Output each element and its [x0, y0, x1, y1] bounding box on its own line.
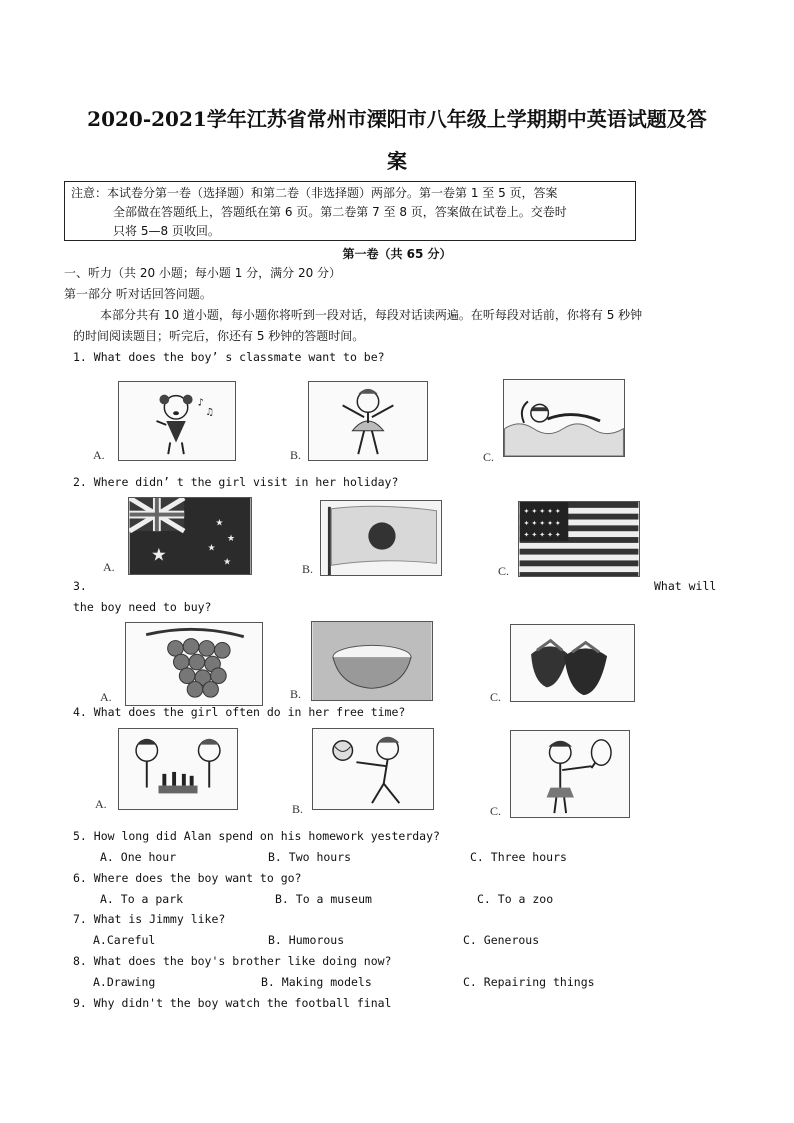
- option-c: C. Generous: [463, 933, 540, 947]
- question-6: 6. Where does the boy want to go?: [73, 871, 302, 885]
- option-letter: C.: [483, 450, 495, 464]
- option-b: B. To a museum: [275, 892, 372, 906]
- volume-title: 第一卷（共 65 分）: [342, 247, 452, 261]
- usa-flag-icon: [519, 502, 639, 576]
- option-letter: B.: [302, 562, 314, 576]
- chess-icon: [119, 729, 237, 809]
- option-a: A. To a park: [100, 892, 184, 906]
- bowl-icon: [312, 622, 432, 700]
- svg-text:♫: ♫: [205, 407, 215, 419]
- option-letter: C.: [498, 564, 510, 578]
- svg-text:♪: ♪: [197, 397, 204, 409]
- question-3-text: What will: [654, 579, 717, 593]
- volleyball-icon: [313, 729, 433, 809]
- swimmer-icon: [504, 380, 624, 456]
- picture-bowl: [311, 621, 433, 701]
- picture-australia-flag: [128, 497, 252, 575]
- option-b: B. Making models: [261, 975, 372, 989]
- picture-japan-flag: [320, 500, 442, 576]
- picture-swimmer: [503, 379, 625, 457]
- svg-text:✦ ✦ ✦ ✦ ✦: ✦ ✦ ✦ ✦ ✦: [523, 531, 561, 540]
- page-title: 2020-2021学年江苏省常州市溧阳市八年级上学期期中英语试题及答: [87, 107, 707, 131]
- svg-text:★: ★: [207, 543, 216, 554]
- notice-box: [64, 181, 636, 241]
- option-b: B. Humorous: [268, 933, 345, 947]
- question-3-number: 3.: [73, 579, 87, 593]
- picture-grapes: [125, 622, 263, 706]
- option-c: C. To a zoo: [477, 892, 554, 906]
- picture-singer: [118, 381, 236, 461]
- notice-line: 全部做在答题纸上，答题纸在第 6 页。第二卷第 7 至 8 页，答案做在试卷上。交卷时: [113, 205, 567, 219]
- option-letter: A.: [100, 690, 112, 704]
- picture-chess: [118, 728, 238, 810]
- option-a: A. One hour: [100, 850, 177, 864]
- svg-text:✦ ✦ ✦ ✦ ✦: ✦ ✦ ✦ ✦ ✦: [523, 519, 561, 528]
- picture-strawberries: [510, 624, 635, 702]
- option-c: C. Three hours: [470, 850, 567, 864]
- question-7: 7. What is Jimmy like?: [73, 912, 226, 926]
- option-letter: B.: [290, 687, 302, 701]
- badminton-icon: [511, 731, 629, 817]
- picture-usa-flag: [518, 501, 640, 577]
- part-heading: 第一部分 听对话回答问题。: [64, 287, 212, 301]
- option-c: C. Repairing things: [463, 975, 595, 989]
- dancer-icon: [309, 382, 427, 460]
- option-letter: A.: [103, 560, 115, 574]
- question-2: 2. Where didn’ t the girl visit in her holiday?: [73, 475, 399, 489]
- option-b: B. Two hours: [268, 850, 352, 864]
- question-3-text-continued: the boy need to buy?: [73, 600, 212, 614]
- svg-text:★: ★: [151, 545, 167, 566]
- option-letter: A.: [93, 448, 105, 462]
- option-letter: B.: [290, 448, 302, 462]
- option-letter: C.: [490, 690, 502, 704]
- svg-text:★: ★: [215, 518, 224, 529]
- australia-flag-icon: [129, 498, 251, 574]
- question-1: 1. What does the boy’ s classmate want to be?: [73, 350, 385, 364]
- svg-text:★: ★: [227, 533, 235, 544]
- picture-volleyball: [312, 728, 434, 810]
- option-letter: C.: [490, 804, 502, 818]
- question-8: 8. What does the boy's brother like doing now?: [73, 954, 392, 968]
- singer-icon: [119, 382, 235, 460]
- svg-text:✦ ✦ ✦ ✦ ✦: ✦ ✦ ✦ ✦ ✦: [523, 507, 561, 516]
- option-letter: B.: [292, 802, 304, 816]
- svg-text:★: ★: [223, 557, 231, 568]
- option-a: A.Careful: [93, 933, 156, 947]
- question-5: 5. How long did Alan spend on his homework yesterday?: [73, 829, 440, 843]
- japan-flag-icon: [321, 501, 441, 575]
- grapes-icon: [126, 623, 262, 705]
- instructions: 的时间阅读题目；听完后，你还有 5 秒钟的答题时间。: [73, 329, 365, 343]
- option-letter: A.: [95, 797, 107, 811]
- instructions: 本部分共有 10 道小题，每小题你将听到一段对话，每段对话读两遍。在听每段对话前，你将有 5 秒钟: [100, 308, 643, 322]
- page-title-continued: 案: [387, 149, 407, 173]
- strawberries-icon: [511, 625, 634, 701]
- question-9: 9. Why didn't the boy watch the football final: [73, 996, 392, 1010]
- picture-dancer: [308, 381, 428, 461]
- notice-line: 只将 5—8 页收回。: [113, 224, 220, 238]
- section-heading: 一、听力（共 20 小题；每小题 1 分，满分 20 分）: [64, 266, 342, 280]
- option-a: A.Drawing: [93, 975, 156, 989]
- question-4: 4. What does the girl often do in her free time?: [73, 705, 406, 719]
- notice-line: 注意：本试卷分第一卷（选择题）和第二卷（非选择题）两部分。第一卷第 1 至 5 页，答案: [71, 186, 558, 200]
- picture-badminton: [510, 730, 630, 818]
